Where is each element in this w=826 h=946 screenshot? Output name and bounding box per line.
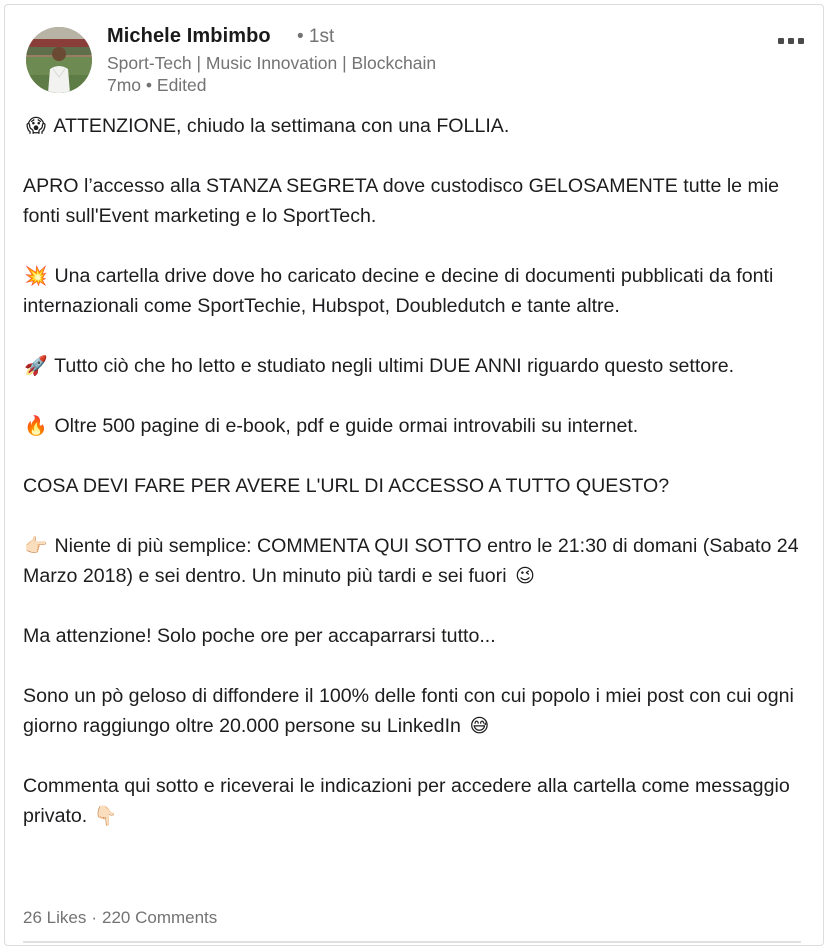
- post-paragraph: [23, 351, 813, 381]
- more-horizontal-icon-dot: [798, 38, 804, 44]
- post-paragraph: [23, 681, 813, 741]
- post-paragraph: [23, 261, 813, 321]
- avatar[interactable]: [26, 27, 92, 93]
- author-name[interactable]: Michele Imbimbo: [107, 25, 271, 47]
- screaming-face-emoji: 😱: [26, 115, 46, 137]
- paragraph-text: Niente di più semplice: COMMENTA QUI SOTTO entro le 21:30 di domani (Sabato 24 Marzo 2018) e sei dentro. Un minuto più tardi e sei fuori: [23, 535, 799, 587]
- author-headline: Sport-Tech | Music Innovation | Blockchain: [107, 53, 437, 73]
- more-horizontal-icon-dot: [788, 38, 794, 44]
- counts-separator: ·: [91, 908, 97, 927]
- post-paragraph: [23, 411, 813, 441]
- post-paragraph: [23, 771, 813, 831]
- paragraph-text: APRO l’accesso alla STANZA SEGRETA dove custodisco GELOSAMENTE tutte le mie fonti sull'Event marketing e lo SportTech.: [23, 175, 780, 227]
- collision-emoji: 💥: [24, 265, 48, 287]
- comments-count-link[interactable]: 220 Comments: [102, 908, 218, 927]
- paragraph-text: Tutto ciò che ho letto e studiato negli ultimi DUE ANNI riguardo questo settore.: [49, 355, 735, 377]
- connection-degree: • 1st: [297, 26, 335, 47]
- paragraph-text: Una cartella drive dove ho caricato decine e decine di documenti pubblicati da fonti internazionali come SportTechie, Hubspot, Doubledutch e tante altre.: [23, 265, 774, 317]
- post-card: [4, 4, 824, 946]
- fire-emoji: 🔥: [24, 415, 48, 437]
- more-horizontal-icon: [778, 38, 784, 44]
- social-counts: [23, 908, 217, 928]
- post-paragraph: [23, 621, 813, 651]
- pointing-right-emoji: 👉🏻: [24, 535, 48, 557]
- likes-count-link[interactable]: 26 Likes: [23, 908, 87, 927]
- winking-face-emoji: 😉: [515, 565, 535, 587]
- paragraph-text: Ma attenzione! Solo poche ore per accaparrarsi tutto...: [23, 625, 496, 647]
- post-paragraph: [23, 171, 813, 231]
- paragraph-text: Sono un pò geloso di diffondere il 100% delle fonti con cui popolo i miei post con cui ogni giorno raggiungo oltre 20.000 persone su LinkedIn: [23, 685, 794, 737]
- paragraph-text: Oltre 500 pagine di e-book, pdf e guide ormai introvabili su internet.: [49, 415, 639, 437]
- pointing-down-emoji: 👇🏻: [93, 805, 118, 827]
- profile-photo: [26, 27, 92, 93]
- post-paragraph: [23, 111, 813, 141]
- post-timestamp: 7mo • Edited: [107, 75, 207, 95]
- divider: [23, 941, 801, 943]
- grinning-sweat-emoji: 😅: [469, 715, 490, 737]
- post-paragraph: [23, 531, 813, 591]
- more-options-button[interactable]: [771, 31, 811, 51]
- paragraph-text: Commenta qui sotto e riceverai le indicazioni per accedere alla cartella come messaggio privato.: [23, 775, 790, 827]
- post-body: [23, 111, 813, 831]
- paragraph-text: ATTENZIONE, chiudo la settimana con una FOLLIA.: [53, 115, 510, 137]
- rocket-emoji: 🚀: [24, 355, 48, 377]
- paragraph-text: COSA DEVI FARE PER AVERE L'URL DI ACCESSO A TUTTO QUESTO?: [23, 475, 670, 497]
- post-paragraph: [23, 471, 813, 501]
